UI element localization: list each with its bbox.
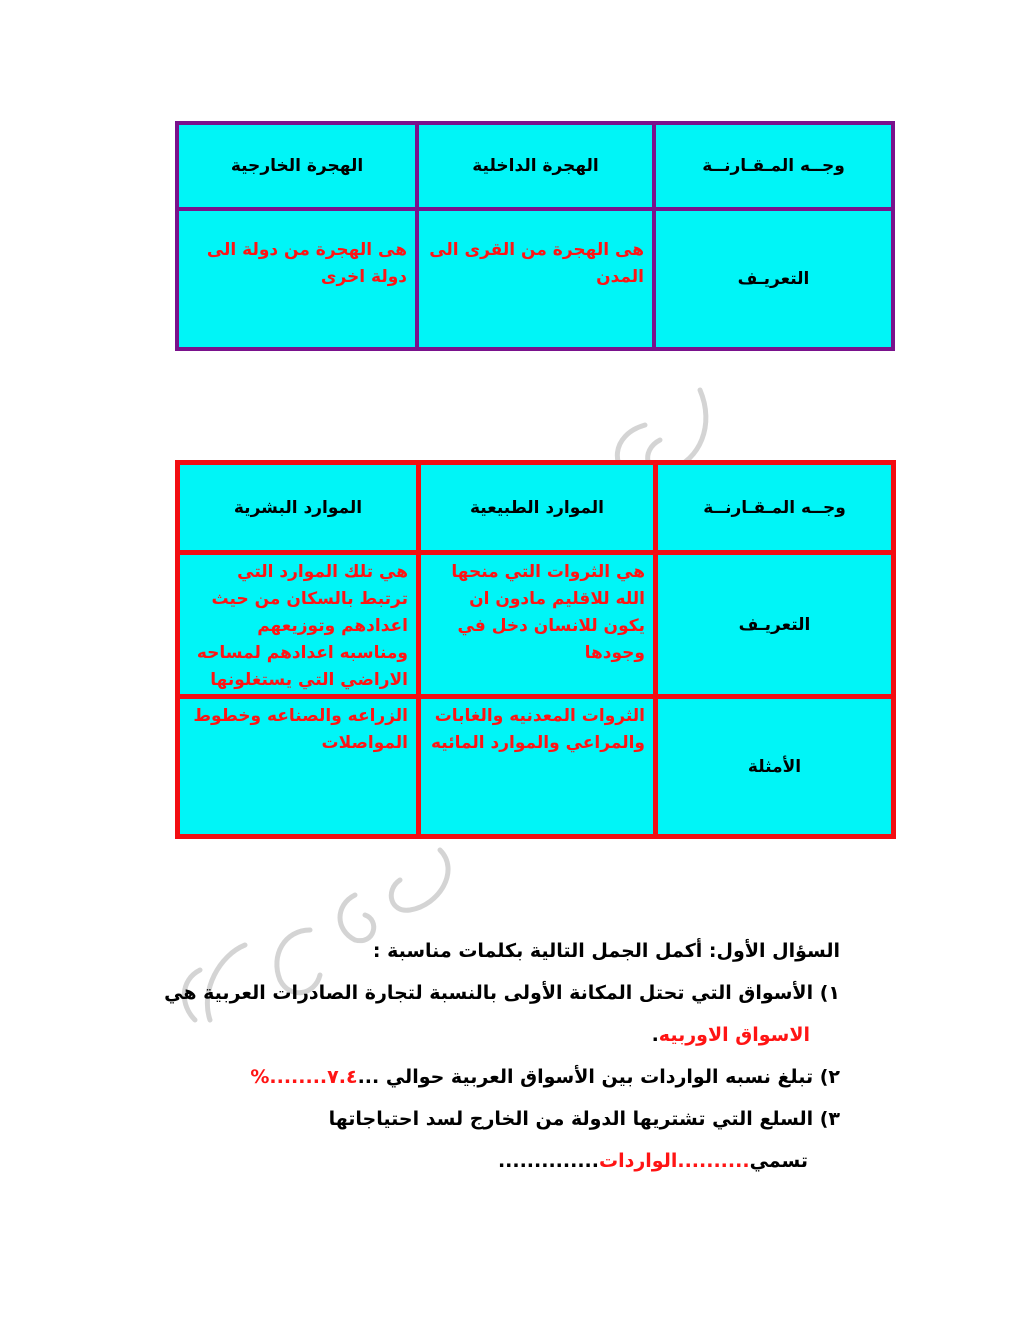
question-3-answer: الواردات (599, 1150, 678, 1172)
table-row (178, 697, 894, 837)
header-comparison-aspect: وجــه المـقـارنــة (656, 463, 894, 553)
answer-human-definition: هي تلك الموارد التي ترتبط بالسكان من حيث اعدادهم وتوزيعهم ومناسبه اعدادهم لمساحه الاراضي التي يستغلونها (178, 553, 419, 697)
question-3-text: ٣) السلع التي تشتريها الدولة من الخارج لسد احتياجاتها (328, 1108, 840, 1130)
migration-comparison-table (175, 121, 895, 351)
row-label-examples: الأمثلة (656, 697, 894, 837)
question-3-answer-line (190, 1140, 840, 1182)
question-2-answer: ٧.٤........% (250, 1066, 358, 1088)
answer-natural-definition: هي الثروات التي منحها الله للاقليم مادون ان يكون للانسان دخل في وجودها (419, 553, 656, 697)
answer-internal-definition: هى الهجرة من القرى الى المدن (417, 209, 654, 349)
row-label-definition: التعريـف (656, 553, 894, 697)
header-internal-migration: الهجرة الداخلية (417, 123, 654, 209)
answer-human-examples: الزراعه والصناعه وخطوط المواصلات (178, 697, 419, 837)
question-2-line (190, 1056, 840, 1098)
question-title: السؤال الأول: أكمل الجمل التالية بكلمات مناسبة : (372, 940, 840, 962)
header-natural-resources: الموارد الطبيعية (419, 463, 656, 553)
resources-comparison-table (175, 460, 896, 839)
question-2-text: ٢) تبلغ نسبه الواردات بين الأسواق العربية حوالي ... (357, 1066, 840, 1088)
header-external-migration: الهجرة الخارجية (177, 123, 417, 209)
question-1-text: ١) الأسواق التي تحتل المكانة الأولى بالنسبة لتجارة الصادرات العربية هي (164, 982, 840, 1004)
header-comparison-aspect: وجــه المـقـارنــة (654, 123, 893, 209)
answer-natural-examples: الثروات المعدنيه والغابات والمراعي والموارد المائيه (419, 697, 656, 837)
questions-section (164, 930, 840, 1182)
question-1-end: . (651, 1024, 659, 1046)
question-1-answer: الاسواق الاوربيه (658, 1024, 810, 1046)
row-label-definition: التعريـف (654, 209, 893, 349)
header-human-resources: الموارد البشرية (178, 463, 419, 553)
table-header-row (178, 463, 894, 553)
question-3-prefix: تسمي (749, 1150, 808, 1172)
table-row (177, 209, 893, 349)
answer-external-definition: هى الهجرة من دولة الى دولة اخرى (177, 209, 417, 349)
table-row (178, 553, 894, 697)
question-3-dots-before: .......... (677, 1150, 750, 1172)
question-1-answer-line (190, 1014, 840, 1056)
table-header-row (177, 123, 893, 209)
question-3-dots-after: .............. (497, 1150, 599, 1172)
